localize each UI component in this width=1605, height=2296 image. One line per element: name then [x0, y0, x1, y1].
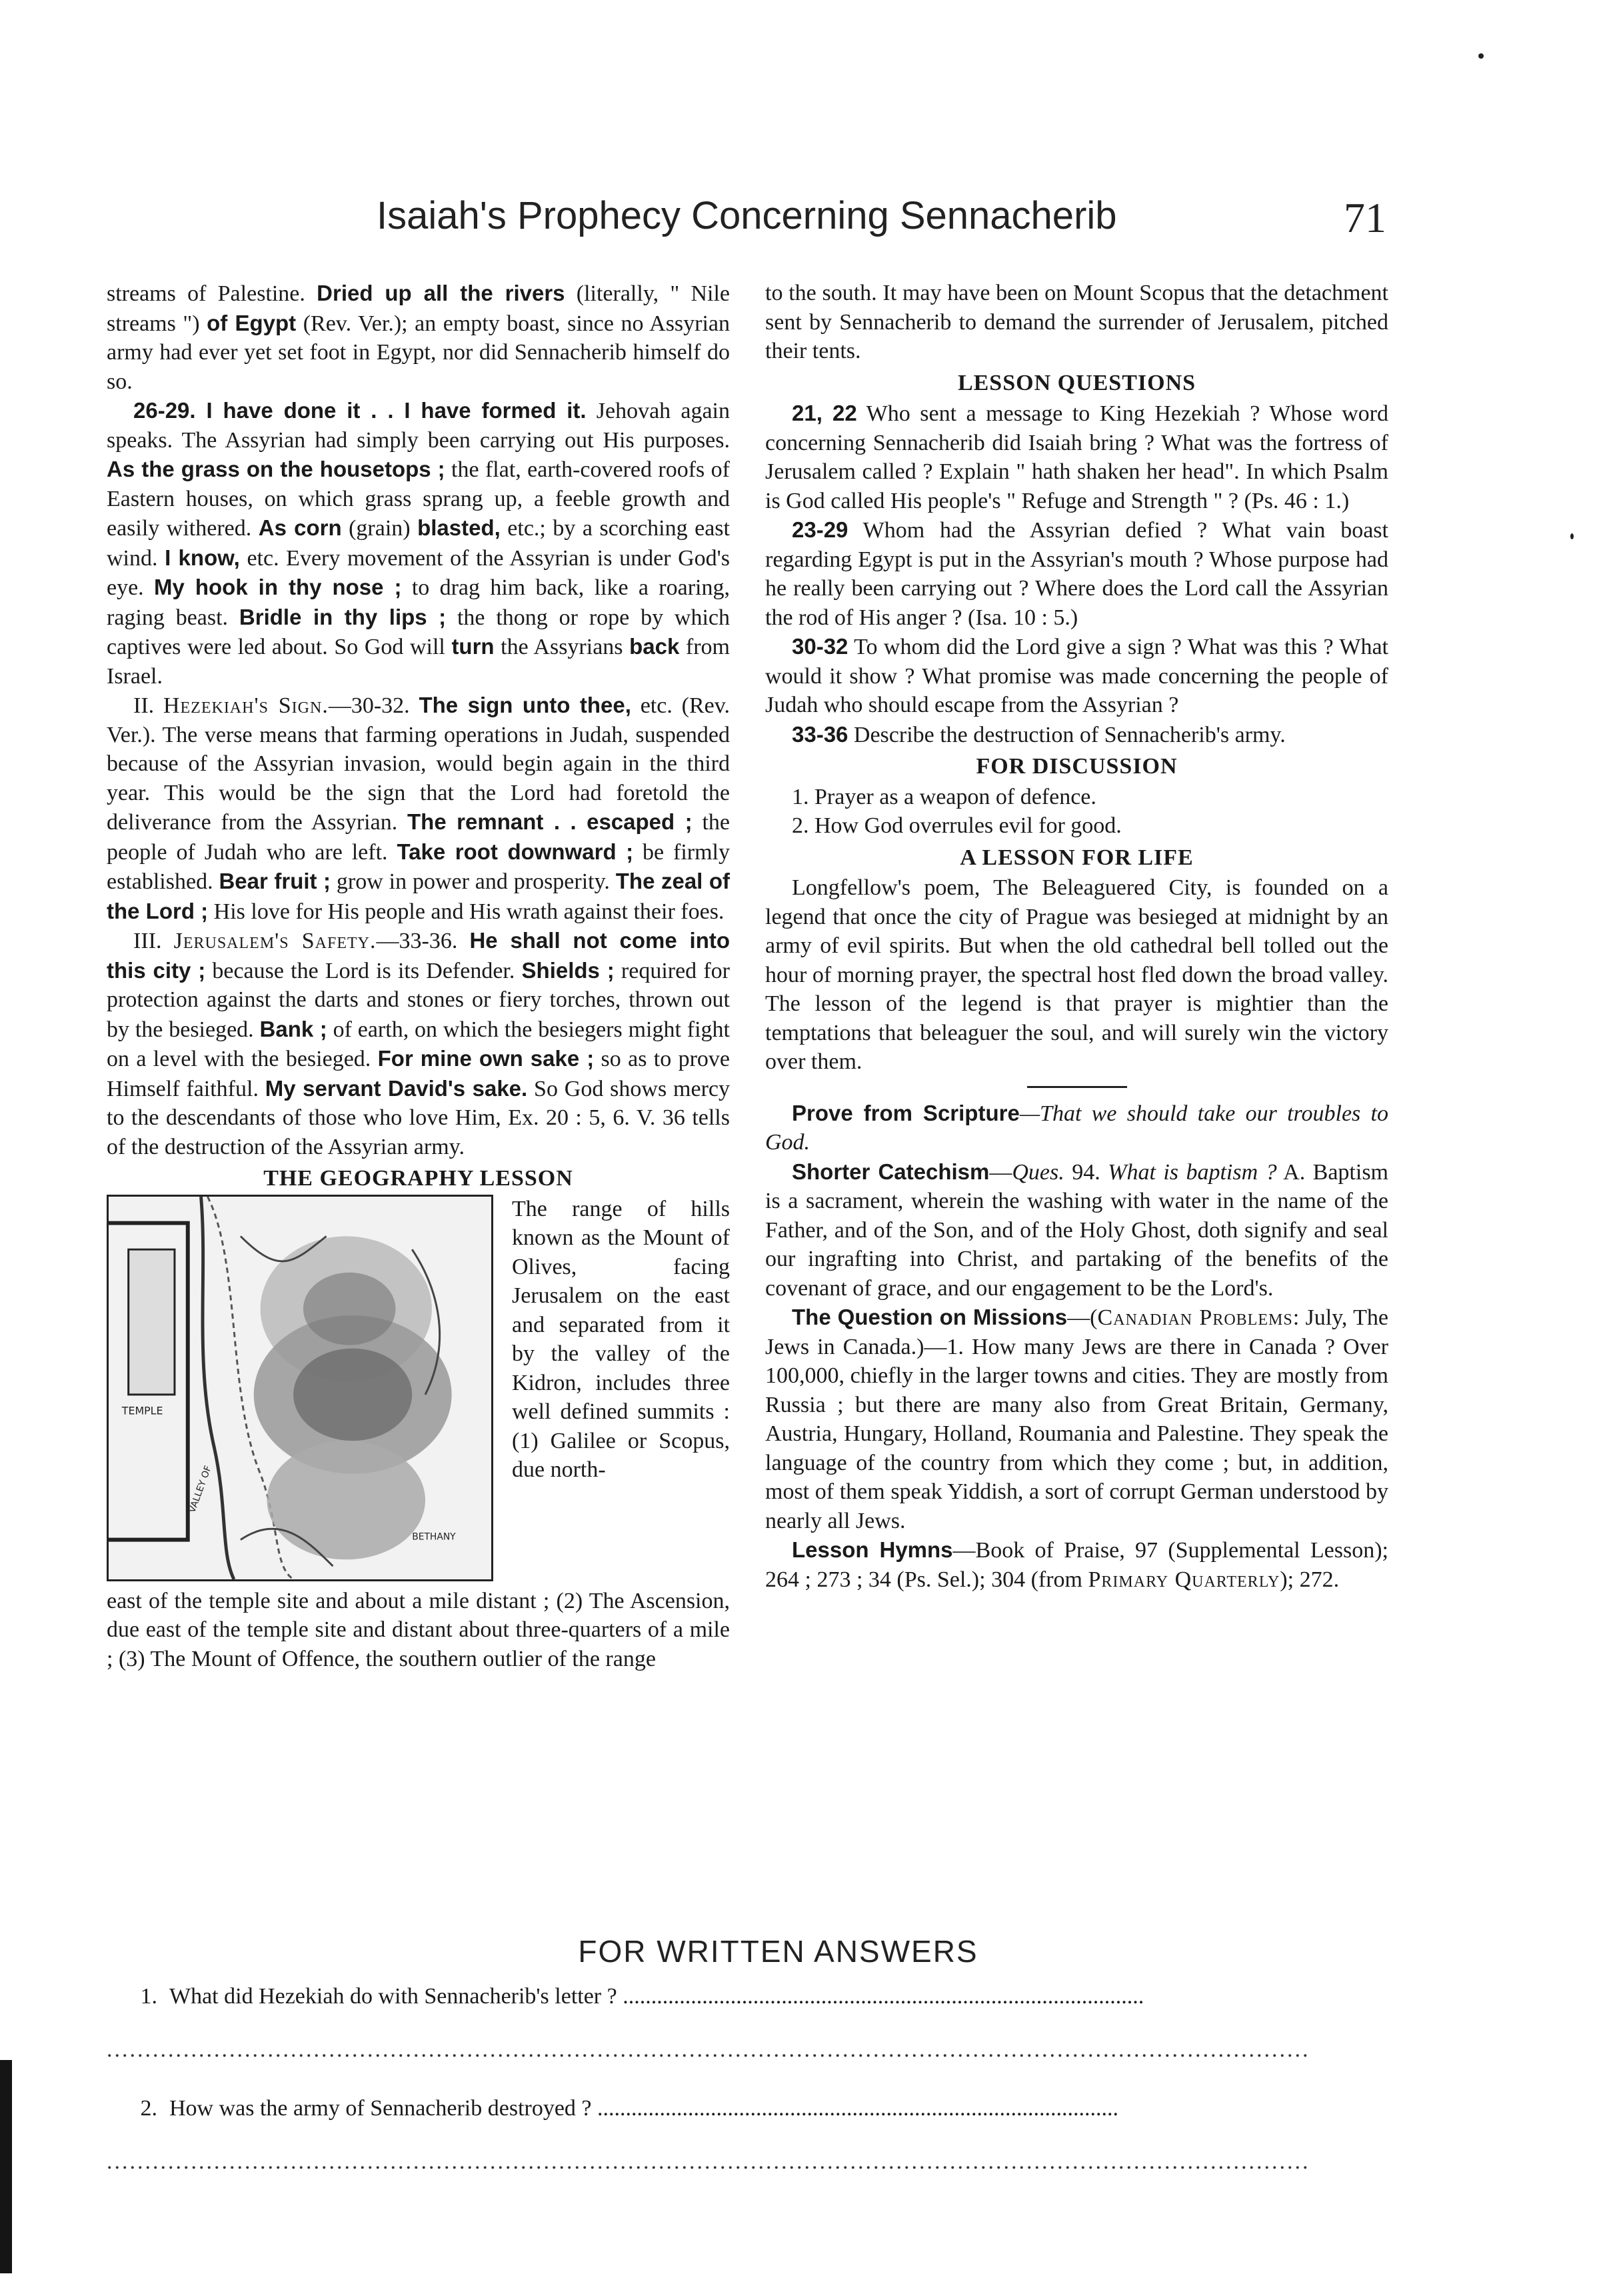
- section-title: Jerusalem's Safety.: [173, 929, 377, 953]
- question-number: 30-32: [792, 634, 848, 659]
- text: etc. (Rev. Ver.). The verse means that farming operations in Judah, suspended because of the Assyrian invasion, would begin again in the third year. This would be the sign that the Lord had foretold the deliverance from the Assyrian.: [107, 693, 731, 835]
- bold-phrase: I know,: [165, 545, 240, 570]
- question-item: [765, 720, 1388, 750]
- scan-edge-shadow: [0, 2060, 12, 2273]
- text: ); 272.: [1280, 1567, 1340, 1592]
- jerusalem-map-image: [107, 1195, 493, 1581]
- map-label-valley: VALLEY OF: [187, 1463, 214, 1514]
- bold-phrase: back: [629, 634, 680, 659]
- answer-dot-line: .............................................................................................................................................................: [107, 2037, 1310, 2062]
- question-number: 2.: [140, 2096, 157, 2121]
- written-answers-heading: FOR WRITTEN ANSWERS: [578, 1934, 978, 1969]
- text: So God shows mercy to the descendants of those who love Him, Ex. 20 : 5, 6. V. 36 tells of the destruction of the Assyrian army.: [107, 1076, 730, 1159]
- written-question: [107, 1984, 1386, 2009]
- ink-speck: [1478, 53, 1484, 59]
- question-item: [765, 632, 1388, 720]
- text: the thong or rope by which captives were led about. So God will: [107, 605, 731, 659]
- italic-text: Ques.: [1012, 1159, 1064, 1185]
- running-head: [107, 193, 1386, 247]
- map-label-bethany: BETHANY: [412, 1531, 456, 1543]
- text: (Rev. Ver.); an empty boast, since no Assyrian army had ever yet set foot in Egypt, nor did Sennacherib himself do so.: [107, 311, 731, 394]
- bold-phrase: Lesson Hymns: [792, 1537, 953, 1562]
- text: the Assyrians: [494, 635, 630, 659]
- written-question: [107, 2096, 1386, 2121]
- hill-summit: [293, 1348, 412, 1441]
- text: —(: [1067, 1305, 1098, 1330]
- text: —Book of Praise, 97 (Supplemental Lesson); 264 ; 273 ; 34 (Ps. Sel.); 304 (from: [765, 1538, 1388, 1592]
- page-number: 71: [1344, 194, 1386, 241]
- text: so as to prove Himself faithful.: [107, 1047, 730, 1101]
- for-discussion-heading: FOR DISCUSSION: [976, 754, 1178, 779]
- question-text: Who sent a message to King Hezekiah ? Whose word concerning Sennacherib did Isaiah bring ? What was the fortress of Jerusalem called ? Explain " hath shaken her head". In which Psalm is God called His people's " Refuge and Strength " ? (Ps. 46 : 1.): [765, 401, 1389, 513]
- temple-area: [129, 1249, 175, 1395]
- paragraph: [107, 691, 730, 926]
- text: because the Lord is its Defender.: [205, 958, 522, 983]
- lesson-for-life-heading: A LESSON FOR LIFE: [960, 845, 1194, 870]
- small-caps-text: Primary Quarterly: [1088, 1567, 1280, 1592]
- text: to drag him back, like a roaring, raging beast.: [107, 575, 730, 630]
- bold-phrase: As corn: [258, 515, 342, 540]
- question-text: To whom did the Lord give a sign ? What was this ? What would it show ? What promise was made concerning the people of Judah who should escape from the Assyrian ?: [765, 635, 1388, 717]
- text: His love for His people and His wrath against their foes.: [208, 899, 725, 924]
- text: —30-32.: [328, 693, 419, 718]
- question-number: 33-36: [792, 721, 848, 747]
- text: etc. Every movement of the Assyrian is under God's eye.: [107, 545, 730, 600]
- discussion-item: 1. Prayer as a weapon of defence.: [792, 784, 1096, 809]
- text: etc.; by a scorching east wind.: [107, 516, 730, 571]
- text: streams of Palestine.: [107, 281, 317, 306]
- bold-phrase: Take root downward ;: [397, 839, 634, 864]
- text: 94.: [1064, 1159, 1108, 1185]
- answer-dot-line: .............................................................................................................................................................: [107, 2149, 1310, 2174]
- bold-phrase: My hook in thy nose ;: [154, 575, 402, 599]
- question-text: Whom had the Assyrian defied ? What vain boast regarding Egypt is put in the Assyrian's mouth ? Whose purpose had he really been carrying out ? Where does the Lord call the Assyrian the rod of His anger ? (Isa. 10 : 5.): [765, 518, 1388, 630]
- text: (literally, " Nile streams "): [107, 281, 730, 336]
- question-text: How was the army of Sennacherib destroyed ?: [169, 2096, 598, 2121]
- text: from Israel.: [107, 635, 730, 689]
- text: of earth, on which the besiegers might fight on a level with the besieged.: [107, 1017, 730, 1071]
- lesson-for-life-text: Longfellow's poem, The Beleaguered City, is founded on a legend that once the city of Prague was besieged at midnight by an army of evil spirits. But when the old cathedral bell tolled out the hour of morning prayer, the spectral host fled down the broad valley. The lesson of the legend is that prayer is mightier than the temptations that beleaguer the soul, and will surely win the victory over them.: [765, 875, 1388, 1074]
- text: required for protection against the darts and stones or fiery torches, thrown out by the besieged.: [107, 958, 730, 1042]
- bold-phrase: As the grass on the housetops ;: [107, 457, 445, 481]
- text: Jehovah again speaks. The Assyrian had simply been carrying out His purposes.: [107, 399, 730, 453]
- geography-heading: THE GEOGRAPHY LESSON: [263, 1166, 573, 1191]
- bold-phrase: Bridle in thy lips ;: [239, 604, 447, 629]
- paragraph: to the south. It may have been on Mount Scopus that the detachment sent by Sennacherib to demand the surrender of Jerusalem, pitched their tents.: [765, 281, 1388, 363]
- bold-phrase: My servant David's sake.: [265, 1075, 528, 1101]
- italic-text: —That we should take our troubles to God.: [765, 1101, 1388, 1155]
- lesson-questions-heading: LESSON QUESTIONS: [957, 370, 1196, 395]
- geography-block: [107, 1195, 730, 1587]
- question-item: [765, 399, 1388, 515]
- bold-phrase: Shorter Catechism: [792, 1159, 990, 1184]
- section-numeral: II.: [133, 693, 163, 718]
- bold-phrase: He shall not come into this city ;: [107, 928, 731, 983]
- lesson-hymns: [765, 1535, 1388, 1594]
- section-title: Hezekiah's Sign.: [163, 693, 329, 718]
- text: —: [989, 1159, 1012, 1185]
- bold-phrase: The zeal of the Lord ;: [107, 869, 731, 923]
- section-divider: [1027, 1086, 1127, 1088]
- question-number: 1.: [140, 1984, 157, 2009]
- text: be firmly established.: [107, 839, 730, 894]
- left-column: [107, 279, 730, 1673]
- right-column: [765, 279, 1388, 1594]
- ink-speck: [1570, 533, 1574, 539]
- hill-summit: [303, 1272, 396, 1345]
- bold-phrase: For mine own sake ;: [377, 1046, 595, 1071]
- question-number: 21, 22: [792, 401, 857, 425]
- text: the flat, earth-covered roofs of Eastern houses, on which grass sprang up, a feeble growth and easily withered.: [107, 457, 730, 541]
- discussion-item: 2. How God overrules evil for good.: [792, 813, 1122, 838]
- map-illustration: [109, 1197, 491, 1579]
- text: the people of Judah who are left.: [107, 810, 730, 865]
- paragraph: [107, 396, 730, 691]
- question-on-missions: [765, 1303, 1388, 1535]
- bold-phrase: Dried up all the rivers: [317, 281, 565, 305]
- prove-from-scripture: [765, 1099, 1388, 1157]
- bold-phrase: Shields ;: [521, 957, 615, 983]
- bold-phrase: The sign unto thee,: [419, 693, 631, 717]
- answer-dot-leader: ............................................................................................: [623, 1984, 1144, 2009]
- shorter-catechism: [765, 1157, 1388, 1303]
- bold-phrase: turn: [451, 634, 495, 659]
- italic-text: What is baptism ?: [1108, 1159, 1277, 1185]
- text: : July, The Jews in Canada.)—1. How many Jews are there in Canada ? Over 100,000, chiefly in the larger towns and cities. They are mostly from Russia ; but there are many also from Great Britain, Germany, Austria, Hungary, Holland, Roumania and Palestine. They speak the language of the country from which they come ; but, in addition, most of them speak Yiddish, a sort of corrupt German understood by nearly all Jews.: [765, 1305, 1388, 1533]
- hill-offence: [267, 1441, 426, 1559]
- question-text: Describe the destruction of Sennacherib's army.: [848, 722, 1286, 747]
- question-item: [765, 515, 1388, 632]
- bold-phrase: 26-29. I have done it . . I have formed it.: [133, 398, 587, 423]
- geography-continuation: east of the temple site and about a mile distant ; (2) The Ascension, due east of the temple site and distant about three-quarters of a mile ; (3) The Mount of Offence, the southern outlier of the range: [107, 1588, 730, 1671]
- geography-text: The range of hills known as the Mount of Olives, facing Jerusalem on the east and separated from it by the valley of the Kidron, includes three well defined summits : (1) Galilee or Scopus, due north-: [512, 1196, 730, 1482]
- small-caps-text: Canadian Problems: [1097, 1305, 1293, 1330]
- bold-phrase: of Egypt: [207, 310, 297, 335]
- bold-phrase: Bank ;: [259, 1016, 327, 1041]
- page-title: Isaiah's Prophecy Concerning Sennacherib: [377, 194, 1117, 237]
- bold-phrase: blasted,: [417, 515, 501, 540]
- written-answers-section: [107, 1933, 1386, 2175]
- question-text: What did Hezekiah do with Sennacherib's letter ?: [169, 1984, 623, 2009]
- bold-phrase: The Question on Missions: [792, 1305, 1068, 1329]
- bold-phrase: Prove from Scripture: [792, 1100, 1020, 1125]
- bold-phrase: Bear fruit ;: [219, 869, 331, 893]
- text: grow in power and prosperity.: [331, 869, 616, 894]
- text: A. Baptism is a sacrament, wherein the washing with water in the name of the Father, and of the Son, and of the Holy Ghost, doth signify and seal our ingrafting into Christ, and partaking of the benefits of the covenant of grace, and our engagement to be the Lord's.: [765, 1159, 1389, 1301]
- answer-dot-leader: ............................................................................................: [597, 2096, 1119, 2121]
- text: —33-36.: [376, 929, 470, 953]
- text: (grain): [341, 516, 418, 541]
- question-number: 23-29: [792, 517, 848, 542]
- map-label-temple: TEMPLE: [121, 1404, 163, 1417]
- paragraph: [107, 279, 730, 396]
- bold-phrase: The remnant . . escaped ;: [407, 809, 693, 834]
- paragraph: [107, 926, 730, 1161]
- section-numeral: III.: [133, 929, 174, 953]
